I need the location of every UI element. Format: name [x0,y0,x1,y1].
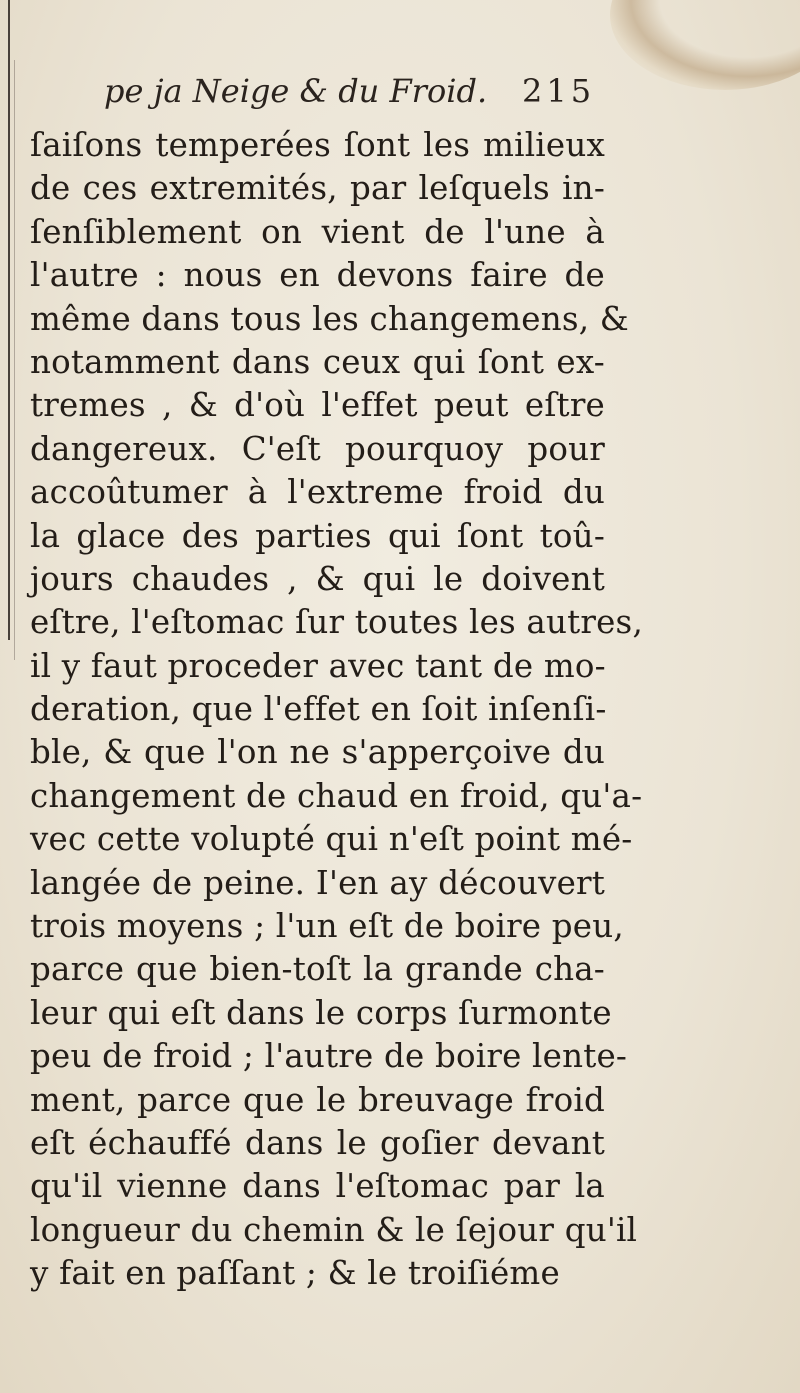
text-line: qu'il vienne dans l'eſtomac par la [30,1167,605,1206]
text-line: parce que bien-toſt la grande cha- [30,950,605,989]
text-line: il y faut proceder avec tant de mo- [30,646,606,685]
text-line: langée de peine. I'en ay découvert [30,863,605,902]
text-line: accoûtumer à l'extreme froid du [30,473,605,512]
text-line: longueur du chemin & le ſejour qu'il [30,1210,638,1249]
running-header [104,72,604,116]
text-line: peu de froid ; l'autre de boire lente- [30,1037,628,1076]
text-line: leur qui eſt dans le corps ſurmonte [30,993,612,1032]
gutter-shadow [14,60,15,660]
body-text [30,124,643,1296]
text-line: ment, parce que le breuvage froid [30,1080,605,1119]
gutter-line [8,0,10,640]
text-line: trois moyens ; l'un eſt de boire peu, [30,907,624,946]
text-line: jours chaudes , & qui le doivent [30,559,605,598]
text-line: dangereux. C'eſt pourquoy pour [30,429,605,468]
text-line: notamment dans ceux qui ſont ex- [30,342,605,381]
text-line: changement de chaud en froid, qu'a- [30,776,643,815]
text-line: la glace des parties qui ſont toû- [30,516,605,555]
paper-stain [610,0,800,90]
text-line: même dans tous les changemens, & [30,299,629,338]
page-number: 215 [522,72,596,110]
text-line: eſtre, l'eſtomac ſur toutes les autres, [30,603,643,642]
text-line: deration, que l'effet en ſoit inſenſi- [30,690,607,729]
running-title: pe ja Neige & du Froid. [104,72,488,110]
text-line: vec cette volupté qui n'eſt point mé- [30,820,633,859]
text-line: l'autre : nous en devons faire de [30,256,605,295]
text-line: de ces extremités, par leſquels in- [30,169,605,208]
text-line: y fait en paſſant ; & le troiſiéme [30,1254,560,1293]
text-line: ſenſiblement on vient de l'une à [30,212,605,251]
text-line: eſt échauffé dans le goſier devant [30,1123,605,1162]
text-line: tremes , & d'où l'effet peut eſtre [30,386,605,425]
text-line: ſaiſons temperées ſont les milieux [30,126,605,164]
text-line: ble, & que l'on ne s'apperçoive du [30,733,605,772]
